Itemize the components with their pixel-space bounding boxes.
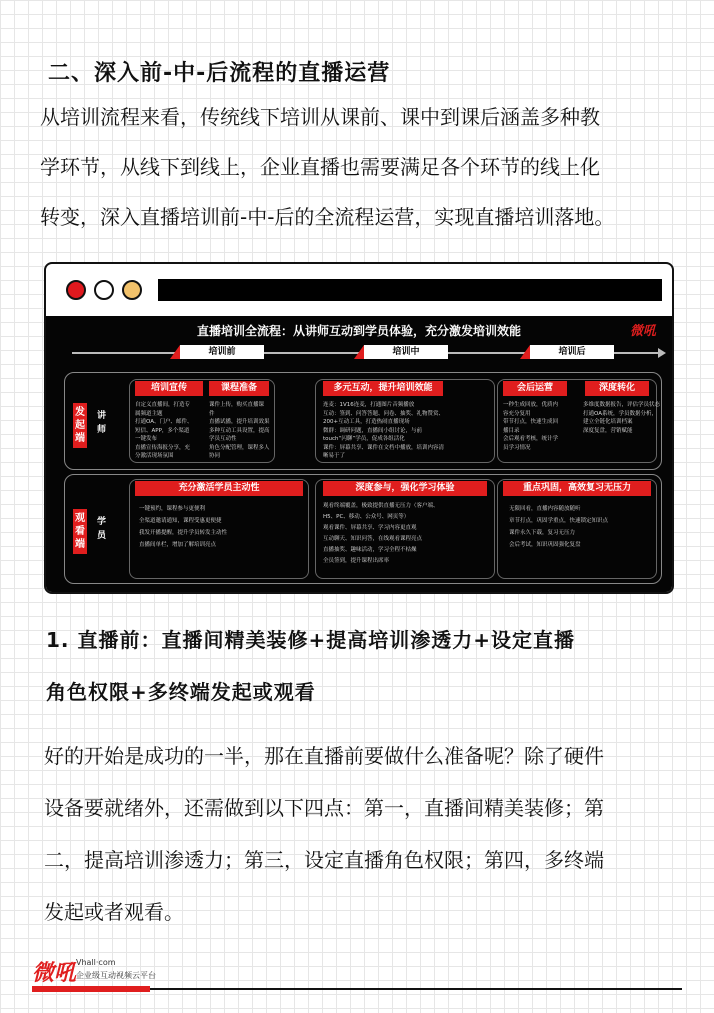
- pill-interaction: 多元互动，提升培训效能: [323, 381, 443, 396]
- footer-rule: [150, 988, 682, 990]
- footer-site: Vhall·com: [76, 958, 116, 967]
- phase-tag-during: 培训中: [364, 345, 448, 359]
- phase-tag-after: 培训后: [530, 345, 614, 359]
- browser-toolbar: [46, 264, 672, 316]
- deep-conversion-text: 多维度数据报告，评估学员状态 打通OA系统，学员数据分析， 建立全链化培训档案 深度复盘，营销赋能: [583, 402, 661, 434]
- process-diagram: [46, 316, 672, 592]
- pill-activate: 充分激活学员主动性: [135, 481, 303, 496]
- pill-deep-participation: 深度参与，强化学习体验: [323, 481, 487, 496]
- address-bar: [158, 279, 662, 301]
- body-line: 好的开始是成功的一半，那在直播前要做什么准备呢？除了硬件: [44, 744, 604, 768]
- intro-paragraph: [40, 92, 680, 242]
- course-prep-text: 课件上传，购买直播课 件 直播试播，提升培训效果 多种互动工具设置，提高 学员互动性 角色分配管理，课程多人 协同: [209, 402, 270, 459]
- heading-line: 角色权限+多终端发起或观看: [46, 680, 316, 704]
- participation-text: 观看终端覆盖，极致提供直播无压力（客户端、 H5、PC、移动、公众号、网页等） 观看课件、屏幕共享、学习内容更直观 互动聊天、知识问答，在线观看课程亮点 直播抽奖、趣味活动，学习全程不枯燥 全员签到，提升课程出席率: [323, 503, 439, 564]
- intro-line: 从培训流程来看，传统线下培训从课前、课中到课后涵盖多种教: [40, 105, 600, 129]
- post-ops-text: 一秒生成回放，优质内 容充分复用 带节打点，快速生成回 播目录 会后观看考核，统计学 员学习情况: [503, 402, 559, 451]
- intro-line: 转变，深入直播培训前-中-后的全流程运营，实现直播培训落地。: [40, 205, 615, 229]
- body-line: 二，提高培训渗透力；第三，设定直播角色权限；第四，多终端: [44, 848, 604, 872]
- phase-tag-before: 培训前: [180, 345, 264, 359]
- footer-logo: 微吼: [32, 961, 77, 986]
- section-title: 二、深入前-中-后流程的直播运营: [48, 61, 391, 86]
- close-dot-icon: [66, 280, 86, 300]
- host-role-badge: 发起端: [73, 403, 87, 448]
- pill-deep-conversion: 深度转化: [585, 381, 649, 396]
- body-line: 发起或者观看。: [44, 900, 184, 924]
- body-paragraph: [44, 730, 684, 938]
- browser-screenshot-card: [44, 262, 674, 594]
- subsection-heading: [46, 614, 575, 718]
- diagram-logo: 微吼: [629, 324, 656, 339]
- heading-line: 1. 直播前：直播间精美装修+提高培训渗透力+设定直播: [46, 628, 575, 652]
- footer-tagline: 企业级互动视频云平台: [76, 971, 156, 980]
- pill-course-prep: 课程准备: [209, 381, 269, 396]
- review-text: 无限回看，直播内容随放随听 章节打点，巩固学重点，快速锁定知识点 课件永久下载，复习无压力 会后考试，知识巩固强化复盘: [509, 506, 609, 548]
- body-line: 设备要就绪外，还需做到以下四点：第一，直播间精美装修；第: [44, 796, 604, 820]
- viewer-row: [64, 474, 662, 584]
- host-row: [64, 372, 662, 470]
- maximize-dot-icon: [122, 280, 142, 300]
- diagram-title: 直播培训全流程：从讲师互动到学员体验，充分激发培训效能: [196, 324, 521, 338]
- promo-text: 自定义直播间，打造专 属频道主题 打通OA、门户、邮件、 短信、APP，多个渠道 一键发布 直播宣传海报分享，充 分激活现场氛围: [135, 402, 193, 459]
- viewer-role-badge: 观看端: [73, 509, 87, 554]
- activate-text: 一键预约，课程参与更便利 全渠道邀请通知，课程受惠更便捷 我发开播提醒，提升学员转发主动性 直播间单栏，增加了解培训亮点: [139, 506, 228, 548]
- minimize-dot-icon: [94, 280, 114, 300]
- footer-accent-bar: [32, 986, 150, 992]
- viewer-role-sub: 学员: [97, 517, 107, 541]
- intro-line: 学环节，从线下到线上，企业直播也需要满足各个环节的线上化: [40, 155, 600, 179]
- pill-promo: 培训宣传: [135, 381, 203, 396]
- pill-review: 重点巩固，高效复习无压力: [503, 481, 651, 496]
- interaction-text: 连麦：1V16连麦，打通图片音频播放 互动：签到、问答答题、问卷、抽奖、礼物赞赏、 200+互动工具，打造热闹直播现场 微群：调研问题，直播间小组讨论，与前 touch“闪聊”学员，促成各组活化 课件：屏幕共享、课件在文档中播放，培训内容清 晰易于了: [323, 402, 445, 459]
- host-role-sub: 讲师: [97, 411, 107, 435]
- pill-post-ops: 会后运营: [503, 381, 567, 396]
